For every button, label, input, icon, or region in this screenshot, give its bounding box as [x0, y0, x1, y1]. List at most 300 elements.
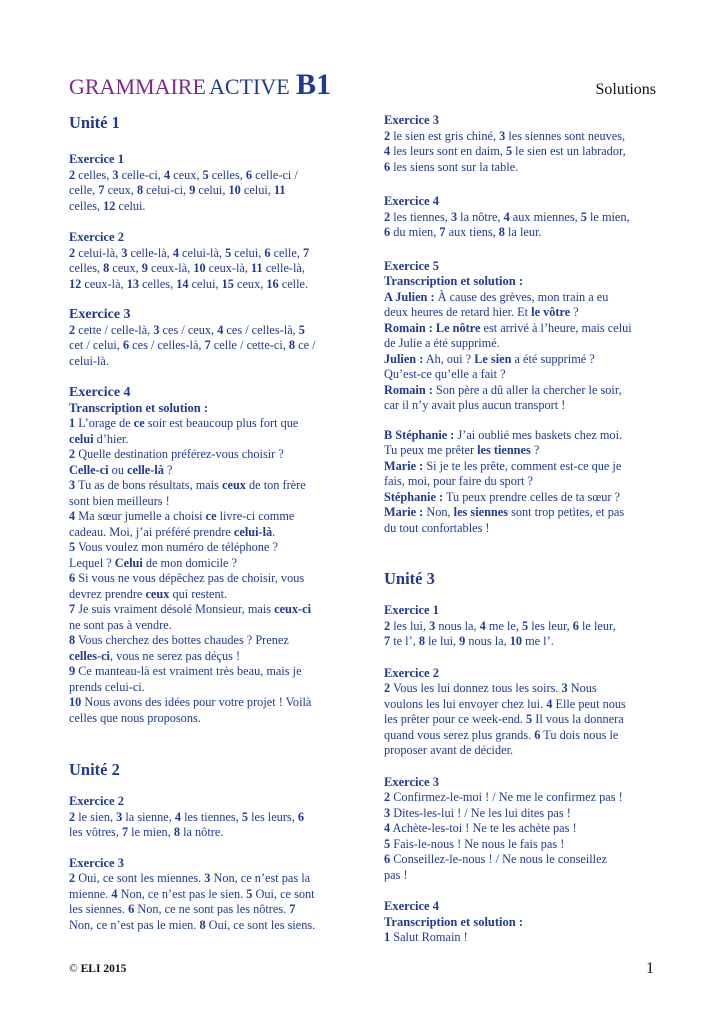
- bold-segment: ceux: [145, 586, 170, 601]
- bold-segment: 9: [141, 261, 148, 275]
- text-segment: Tu peux me prêter: [384, 443, 478, 457]
- text-segment: Son père a dû aller la chercher le soir,: [432, 382, 622, 397]
- text-segment: ceux-là,: [205, 261, 252, 275]
- text-segment: le lui,: [425, 634, 460, 648]
- text-line: [384, 790, 656, 806]
- text-segment: ceux-là,: [147, 261, 194, 275]
- text-line: [69, 509, 341, 525]
- text-segment: Si vous ne vous dépêchez pas de choisir, vous: [75, 571, 305, 585]
- bold-segment: 3: [561, 681, 568, 695]
- text-segment: Achète-les-toi ! Ne te les achète pas !: [390, 821, 577, 835]
- text-segment: de ton frère: [245, 478, 306, 492]
- bold-segment: Romain :: [384, 382, 433, 397]
- text-segment: livre-ci comme: [216, 509, 295, 523]
- text-segment: ?: [570, 305, 579, 319]
- text-segment: la nôtre.: [180, 825, 224, 839]
- exercise-answers: [69, 168, 341, 215]
- text-segment: celui-là,: [178, 245, 226, 260]
- text-segment: J’ai oublié mes baskets chez moi.: [454, 427, 623, 442]
- text-line: [69, 540, 341, 556]
- bold-segment: 2: [69, 447, 76, 461]
- exercise-answers: [69, 246, 341, 293]
- bold-segment: 2: [69, 322, 76, 337]
- bold-segment: 6: [384, 225, 391, 239]
- bold-segment: 16: [266, 276, 279, 291]
- text-segment: celle-ci /: [252, 167, 298, 182]
- bold-segment: 4: [69, 509, 76, 523]
- bold-segment: 8: [498, 225, 505, 239]
- bold-segment: 3: [112, 167, 119, 182]
- text-segment: les vôtres,: [69, 825, 122, 839]
- bold-segment: 7: [289, 902, 296, 916]
- text-segment: Conseillez-le-nous ! / Ne nous le conseillez: [390, 852, 607, 866]
- bold-segment: 5: [298, 322, 305, 337]
- bold-segment: 7: [439, 225, 446, 239]
- bold-segment: 7: [98, 183, 105, 197]
- bold-segment: 5: [580, 209, 587, 224]
- exercise-title: Exercice 3: [69, 307, 131, 322]
- text-line: [69, 494, 341, 510]
- bold-segment: 8: [69, 633, 76, 647]
- bold-segment: 7: [121, 825, 129, 839]
- text-segment: quand vous serez plus grands.: [384, 727, 535, 742]
- text-segment: cadeau. Moi, j’ai préféré prendre: [69, 524, 234, 539]
- text-segment: les siennes.: [69, 902, 129, 916]
- text-segment: celui,: [240, 183, 274, 197]
- bold-segment: Stéphanie :: [384, 489, 444, 504]
- text-segment: les siens sont sur la table.: [390, 159, 519, 174]
- exercise-answers: [384, 129, 656, 176]
- exercise-title: Exercice 2: [69, 794, 124, 808]
- bold-segment: 10: [228, 183, 241, 197]
- exercise-answers: [69, 416, 341, 726]
- bold-segment: 2: [384, 128, 391, 143]
- text-line: [384, 321, 656, 337]
- bold-segment: 2: [69, 245, 76, 260]
- bold-segment: 3: [429, 618, 436, 633]
- bold-segment: 11: [251, 261, 263, 275]
- bold-segment: 3: [153, 322, 160, 337]
- text-segment: nous la,: [435, 618, 480, 633]
- exercise-title: Exercice 3: [69, 855, 124, 870]
- text-segment: celui,: [188, 276, 222, 291]
- bold-segment: 6: [572, 618, 579, 633]
- text-segment: ou: [108, 462, 128, 477]
- bold-segment: 10: [69, 695, 82, 709]
- left-column: [69, 113, 341, 933]
- text-segment: Ce manteau-là est vraiment très beau, mais je: [75, 664, 302, 678]
- bold-segment: 4: [217, 322, 224, 337]
- text-segment: Oui, ce sont: [252, 886, 315, 901]
- bold-segment: 6: [384, 852, 391, 866]
- text-segment: Qu’est-ce qu’elle a fait ?: [384, 367, 506, 381]
- text-segment: À cause des grèves, mon train a eu: [434, 289, 609, 304]
- text-segment: celui.: [115, 198, 146, 213]
- text-line: [69, 478, 341, 494]
- text-line: [69, 338, 341, 354]
- exercise-answers: [69, 810, 341, 841]
- text-line: [384, 821, 656, 837]
- bold-segment: 5: [202, 167, 209, 182]
- text-segment: de mon domicile ?: [142, 555, 238, 570]
- text-line: [384, 743, 656, 759]
- text-segment: celles,: [69, 261, 104, 275]
- bold-segment: 3: [121, 245, 128, 260]
- text-line: [69, 323, 341, 339]
- text-segment: proposer avant de décider.: [384, 743, 514, 757]
- text-line: [69, 277, 341, 293]
- text-segment: devrez prendre: [69, 586, 146, 601]
- text-segment: voulons les lui envoyer chez lui.: [384, 696, 547, 711]
- text-segment: car il n’y avait plus aucun transport !: [384, 398, 566, 412]
- text-segment: celui,: [195, 183, 229, 197]
- text-line: [69, 246, 341, 262]
- bold-segment: 4: [174, 809, 182, 824]
- text-line: [384, 728, 656, 744]
- bold-segment: ce: [133, 416, 145, 430]
- bold-segment: les tiennes: [477, 443, 531, 457]
- copyright-text: ELI 2015: [80, 963, 127, 975]
- text-segment: Dites-les-lui ! / Ne les lui dites pas !: [390, 805, 571, 820]
- bold-segment: 8: [173, 825, 181, 839]
- exercise-title: Exercice 3: [384, 113, 439, 127]
- exercise-subtitle: Transcription et solution :: [384, 274, 524, 288]
- page-header: [69, 68, 659, 108]
- exercise-title: Exercice 2: [384, 665, 439, 680]
- text-segment: les tiennes,: [181, 809, 242, 824]
- bold-segment: 6: [297, 809, 305, 824]
- text-line: [69, 825, 341, 841]
- text-line: [69, 447, 341, 463]
- text-line: [69, 571, 341, 587]
- text-line: [384, 619, 656, 635]
- exercise-title: Exercice 4: [384, 899, 439, 913]
- text-line: [384, 837, 656, 853]
- bold-segment: 5: [384, 836, 391, 851]
- text-line: [384, 521, 656, 537]
- text-line: [69, 416, 341, 432]
- text-segment: ces / ceux,: [159, 322, 218, 337]
- text-line: [69, 602, 341, 618]
- bold-segment: celles-ci: [69, 648, 110, 663]
- dialogue-a: [384, 290, 656, 414]
- text-line: [384, 712, 656, 728]
- text-segment: Non,: [423, 505, 454, 519]
- text-segment: ?: [163, 462, 173, 477]
- text-segment: deux heures de retard hier. Et: [384, 305, 532, 319]
- bold-segment: 7: [384, 634, 391, 648]
- text-line: [384, 852, 656, 868]
- bold-segment: 3: [116, 809, 123, 824]
- bold-segment: 10: [193, 261, 206, 275]
- bold-segment: 2: [384, 618, 391, 633]
- bold-segment: ceux: [222, 478, 246, 492]
- text-segment: ceux-là,: [81, 276, 127, 291]
- text-segment: Non, ce n’est pas la: [210, 871, 311, 885]
- text-segment: ceux,: [233, 276, 267, 291]
- exercise-answers: [384, 930, 656, 946]
- text-line: [384, 930, 656, 946]
- text-segment: celles,: [139, 276, 177, 291]
- bold-segment: 6: [122, 338, 130, 352]
- text-line: [69, 649, 341, 665]
- text-segment: ces / celles-là,: [129, 338, 205, 352]
- bold-segment: Marie :: [384, 505, 424, 519]
- text-segment: Non, ce n’est pas le sien.: [117, 886, 247, 901]
- right-column: [384, 113, 656, 946]
- text-line: [384, 225, 656, 241]
- text-segment: Vous les lui donnez tous les soirs.: [390, 681, 562, 695]
- bold-segment: 2: [384, 209, 391, 224]
- text-segment: Non, ce ne sont pas les nôtres.: [134, 902, 290, 916]
- unit-3-title: Unité 3: [384, 569, 435, 588]
- text-segment: cet / celui,: [69, 338, 123, 352]
- text-segment: soir est beaucoup plus fort que: [144, 416, 299, 430]
- bold-segment: 2: [384, 790, 391, 804]
- text-line: [384, 398, 656, 414]
- text-segment: celle / cette-ci,: [210, 338, 289, 352]
- bold-segment: 11: [273, 183, 286, 197]
- text-segment: Non, ce n’est pas le mien.: [69, 917, 200, 932]
- bold-segment: 14: [176, 276, 189, 291]
- text-line: [69, 168, 341, 184]
- exercise-title: Exercice 4: [384, 194, 439, 208]
- text-line: [384, 474, 656, 490]
- text-segment: Ma sœur jumelle a choisi: [75, 509, 206, 523]
- text-line: [69, 199, 341, 215]
- bold-segment: 6: [128, 902, 135, 916]
- bold-segment: 5: [225, 245, 232, 260]
- text-segment: les leur,: [528, 618, 573, 633]
- bold-segment: 3: [450, 209, 458, 224]
- bold-segment: 4: [503, 209, 510, 224]
- exercise-title: Exercice 5: [384, 258, 439, 273]
- bold-segment: 6: [534, 727, 541, 742]
- bold-segment: Julien :: [384, 351, 424, 366]
- text-line: [384, 352, 656, 368]
- text-segment: Si je te les prête, comment est-ce que je: [423, 458, 622, 473]
- text-segment: ceux,: [170, 167, 203, 182]
- bold-segment: 6: [69, 571, 76, 585]
- text-segment: Je suis vraiment désolé Monsieur, mais: [75, 602, 275, 616]
- bold-segment: 8: [136, 183, 144, 197]
- page-number: 1: [646, 960, 654, 977]
- bold-segment: 9: [459, 634, 466, 648]
- bold-segment: Le sien: [474, 351, 512, 366]
- bold-segment: celui-là: [233, 524, 273, 539]
- text-segment: la nôtre,: [457, 209, 504, 224]
- text-line: [384, 160, 656, 176]
- text-segment: celle-là,: [262, 261, 305, 275]
- text-segment: les leurs,: [248, 809, 298, 824]
- exercise-title: Exercice 3: [384, 774, 439, 789]
- text-line: [69, 432, 341, 448]
- bold-segment: 4: [111, 886, 118, 901]
- exercise-title: Exercice 4: [69, 385, 131, 400]
- text-segment: celle-là,: [127, 245, 173, 260]
- text-line: [69, 918, 341, 934]
- text-segment: a été supprimé ?: [511, 351, 595, 366]
- bold-segment: 4: [384, 144, 391, 158]
- text-segment: celle-ci,: [118, 167, 164, 182]
- text-segment: L’orage de: [75, 416, 134, 430]
- bold-segment: celle-là: [127, 462, 164, 477]
- text-line: [384, 806, 656, 822]
- text-segment: sont bien meilleurs !: [69, 493, 170, 508]
- text-line: [69, 618, 341, 634]
- text-segment: Ah, oui ?: [423, 351, 475, 366]
- bold-segment: 4: [546, 696, 553, 711]
- text-segment: nous la,: [465, 634, 510, 648]
- bold-segment: 2: [384, 681, 391, 695]
- text-segment: Oui, ce sont les siens.: [205, 917, 316, 932]
- text-line: [69, 680, 341, 696]
- text-line: [384, 336, 656, 352]
- text-segment: celui-là,: [75, 245, 122, 260]
- text-line: [384, 681, 656, 697]
- text-segment: Tu as de bons résultats, mais: [75, 478, 223, 492]
- bold-segment: 8: [288, 338, 296, 352]
- text-line: [69, 556, 341, 572]
- bold-segment: 7: [302, 245, 310, 260]
- bold-segment: 9: [69, 664, 76, 678]
- bold-segment: celui: [69, 431, 94, 446]
- text-segment: de Julie a été supprimé.: [384, 336, 500, 350]
- bold-segment: Romain : Le nôtre: [384, 320, 481, 335]
- text-line: [384, 697, 656, 713]
- bold-segment: Marie :: [384, 458, 424, 473]
- bold-segment: 9: [189, 183, 196, 197]
- text-segment: ces / celles-là,: [223, 322, 299, 337]
- text-segment: les lui,: [390, 618, 430, 633]
- exercise-answers: [69, 323, 341, 370]
- dialogue-b: [384, 428, 656, 537]
- bold-segment: 15: [221, 276, 234, 291]
- bold-segment: 4: [479, 618, 486, 633]
- text-line: [384, 367, 656, 383]
- text-segment: le sien est un labrador,: [512, 144, 626, 158]
- text-segment: ne sont pas à vendre.: [69, 617, 172, 632]
- exercise-answers: [384, 790, 656, 883]
- exercise-answers: [384, 681, 656, 759]
- text-segment: Vous cherchez des bottes chaudes ? Prenez: [75, 633, 289, 647]
- text-segment: te l’,: [390, 634, 419, 648]
- bold-segment: 8: [418, 634, 425, 648]
- bold-segment: ceux-ci: [274, 602, 311, 616]
- text-line: [384, 459, 656, 475]
- text-segment: celles que nous proposons.: [69, 710, 201, 725]
- text-segment: celles,: [75, 167, 113, 182]
- title-level: B1: [296, 68, 332, 101]
- text-segment: celle.: [278, 276, 309, 291]
- text-segment: est arrivé à l’heure, mais celui: [480, 320, 632, 335]
- unit-1-title: Unité 1: [69, 113, 120, 132]
- text-segment: mienne.: [69, 886, 112, 901]
- text-segment: du tout confortables !: [384, 520, 490, 535]
- bold-segment: le vôtre: [531, 305, 571, 319]
- bold-segment: 2: [69, 871, 76, 885]
- text-line: [69, 711, 341, 727]
- text-line: [69, 695, 341, 711]
- text-segment: qui restent.: [169, 586, 228, 601]
- bold-segment: 10: [509, 634, 523, 648]
- section-label: Solutions: [595, 81, 656, 98]
- text-line: [384, 634, 656, 650]
- text-line: [384, 428, 656, 444]
- text-segment: cette / celle-là,: [75, 322, 154, 337]
- bold-segment: 7: [204, 338, 211, 352]
- text-segment: celui-ci,: [143, 183, 190, 197]
- bold-segment: 7: [69, 602, 76, 616]
- text-line: [69, 664, 341, 680]
- bold-segment: 2: [69, 167, 76, 182]
- bold-segment: 3: [384, 805, 391, 820]
- bold-segment: Celui: [114, 555, 143, 570]
- bold-segment: 3: [499, 128, 506, 143]
- bold-segment: ce: [205, 509, 217, 523]
- text-segment: celui-là.: [69, 353, 109, 368]
- text-segment: le mien,: [586, 209, 630, 224]
- text-segment: du mien,: [390, 225, 440, 239]
- text-segment: le mien,: [128, 825, 174, 839]
- text-segment: les leurs sont en daim,: [390, 144, 506, 158]
- text-line: [69, 183, 341, 199]
- text-segment: pas !: [384, 867, 408, 882]
- text-segment: Fais-le-nous ! Ne nous le fais pas !: [390, 836, 565, 851]
- text-segment: me l’.: [522, 634, 554, 648]
- text-segment: , vous ne serez pas déçus !: [109, 648, 241, 663]
- text-line: [69, 354, 341, 370]
- bold-segment: 5: [69, 540, 76, 554]
- text-line: [69, 463, 341, 479]
- bold-segment: 5: [246, 886, 253, 901]
- text-segment: Nous: [567, 681, 597, 695]
- bold-segment: 12: [103, 198, 116, 213]
- text-segment: Tu peux prendre celles de ta sœur ?: [443, 489, 621, 504]
- bold-segment: 6: [264, 245, 271, 260]
- text-line: [384, 144, 656, 160]
- text-line: [69, 810, 341, 826]
- exercise-subtitle: Transcription et solution :: [69, 400, 209, 415]
- text-line: [384, 443, 656, 459]
- title-active: ACTIVE: [209, 74, 290, 99]
- bold-segment: 5: [526, 712, 533, 726]
- text-line: [69, 902, 341, 918]
- text-segment: aux miennes,: [509, 209, 581, 224]
- exercise-answers: [384, 619, 656, 650]
- exercise-answers: [384, 210, 656, 241]
- unit-2-title: Unité 2: [69, 760, 120, 779]
- bold-segment: Celle-ci: [69, 462, 109, 477]
- text-segment: Oui, ce sont les miennes.: [75, 871, 205, 885]
- exercise-title: Exercice 1: [384, 603, 439, 617]
- text-segment: fais, moi, pour faire du sport ?: [384, 474, 533, 488]
- bold-segment: 5: [522, 618, 529, 633]
- text-segment: Salut Romain !: [390, 930, 468, 944]
- bold-segment: 13: [126, 276, 139, 291]
- bold-segment: 2: [69, 809, 76, 824]
- exercise-answers: [69, 871, 341, 933]
- text-segment: ceux,: [109, 261, 142, 275]
- text-line: [69, 525, 341, 541]
- text-segment: les prêter pour ce week-end.: [384, 712, 527, 726]
- text-segment: Tu dois nous le: [540, 727, 619, 742]
- bold-segment: 8: [103, 261, 110, 275]
- text-segment: celui,: [231, 245, 265, 260]
- text-line: [384, 210, 656, 226]
- bold-segment: A Julien :: [384, 289, 435, 304]
- text-segment: sont trop petites, et pas: [508, 505, 625, 519]
